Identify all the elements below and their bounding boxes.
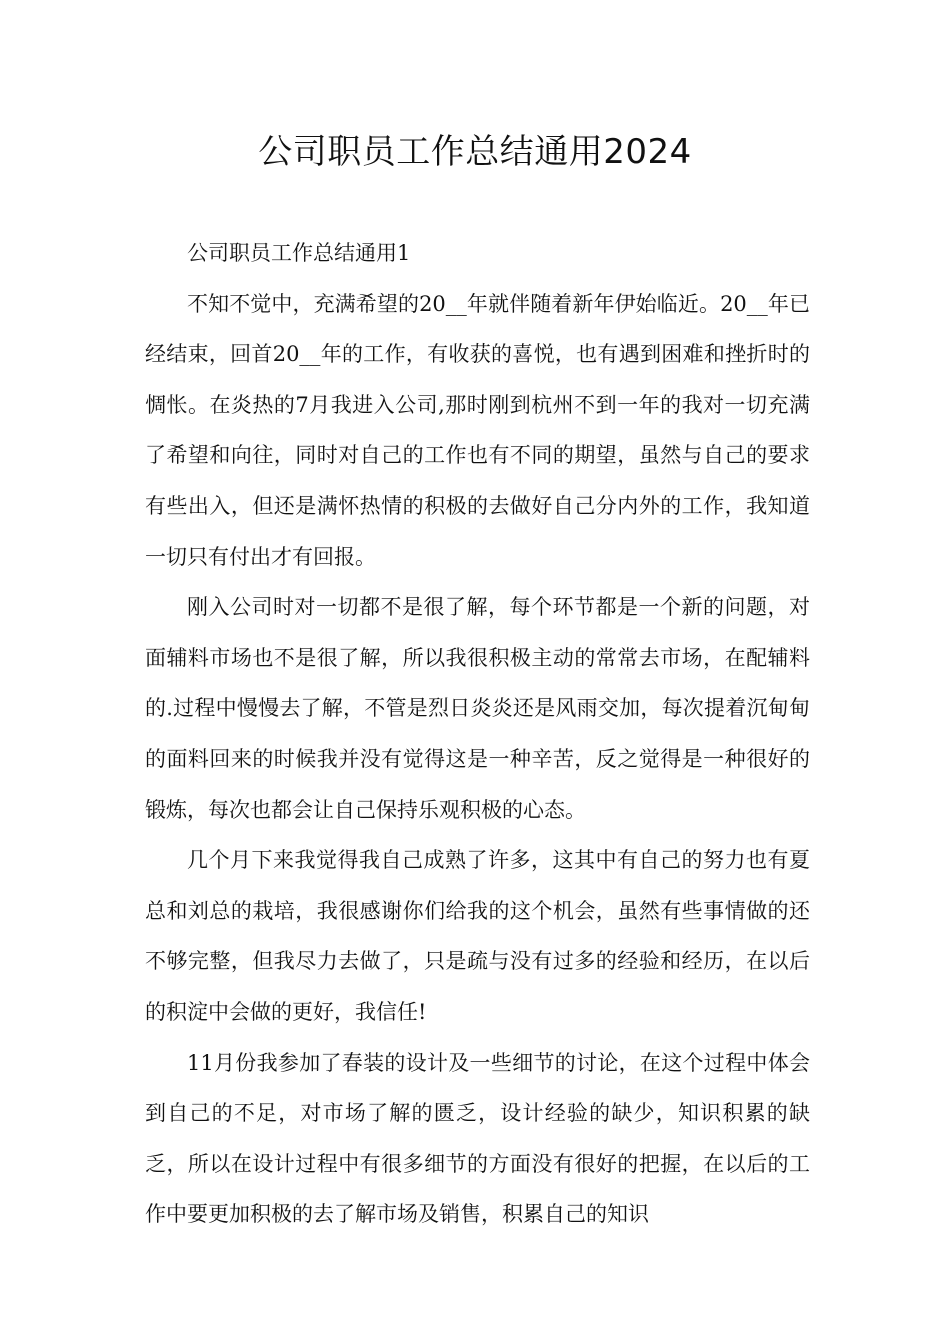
paragraph-2: 刚入公司时对一切都不是很了解，每个环节都是一个新的问题，对面辅料市场也不是很了解，所以我很积极主动的常常去市场，在配辅料的.过程中慢慢去了解，不管是烈日炎炎还是风雨交加，每次提着沉甸甸的面料回来的时候我并没有觉得这是一种辛苦，反之觉得是一种很好的锻炼，每次也都会让自己保持乐观积极的心态。 — [145, 595, 810, 822]
paragraph-1: 不知不觉中，充满希望的20__年就伴随着新年伊始临近。20__年已经结束，回首20__年的工作，有收获的喜悦，也有遇到困难和挫折时的惆怅。在炎热的7月我进入公司,那时刚到杭州不到一年的我对一切充满了希望和向往，同时对自己的工作也有不同的期望，虽然与自己的要求有些出入，但还是满怀热情的积极的去做好自己分内外的工作，我知道一切只有付出才有回报。 — [145, 291, 810, 569]
document-title: 公司职员工作总结通用2024 — [258, 132, 692, 172]
document-body — [145, 228, 810, 1240]
paragraph-3: 几个月下来我觉得我自己成熟了许多，这其中有自己的努力也有夏总和刘总的栽培，我很感谢你们给我的这个机会，虽然有些事情做的还不够完整，但我尽力去做了，只是疏与没有过多的经验和经历，在以后的积淀中会做的更好，我信任! — [145, 848, 810, 1024]
section-heading: 公司职员工作总结通用1 — [187, 241, 411, 265]
paragraph-4: 11月份我参加了春装的设计及一些细节的讨论，在这个过程中体会到自己的不足，对市场了解的匮乏，设计经验的缺少，知识积累的缺乏，所以在设计过程中有很多细节的方面没有很好的把握，在以后的工作中要更加积极的去了解市场及销售，积累自己的知识 — [145, 1050, 810, 1227]
